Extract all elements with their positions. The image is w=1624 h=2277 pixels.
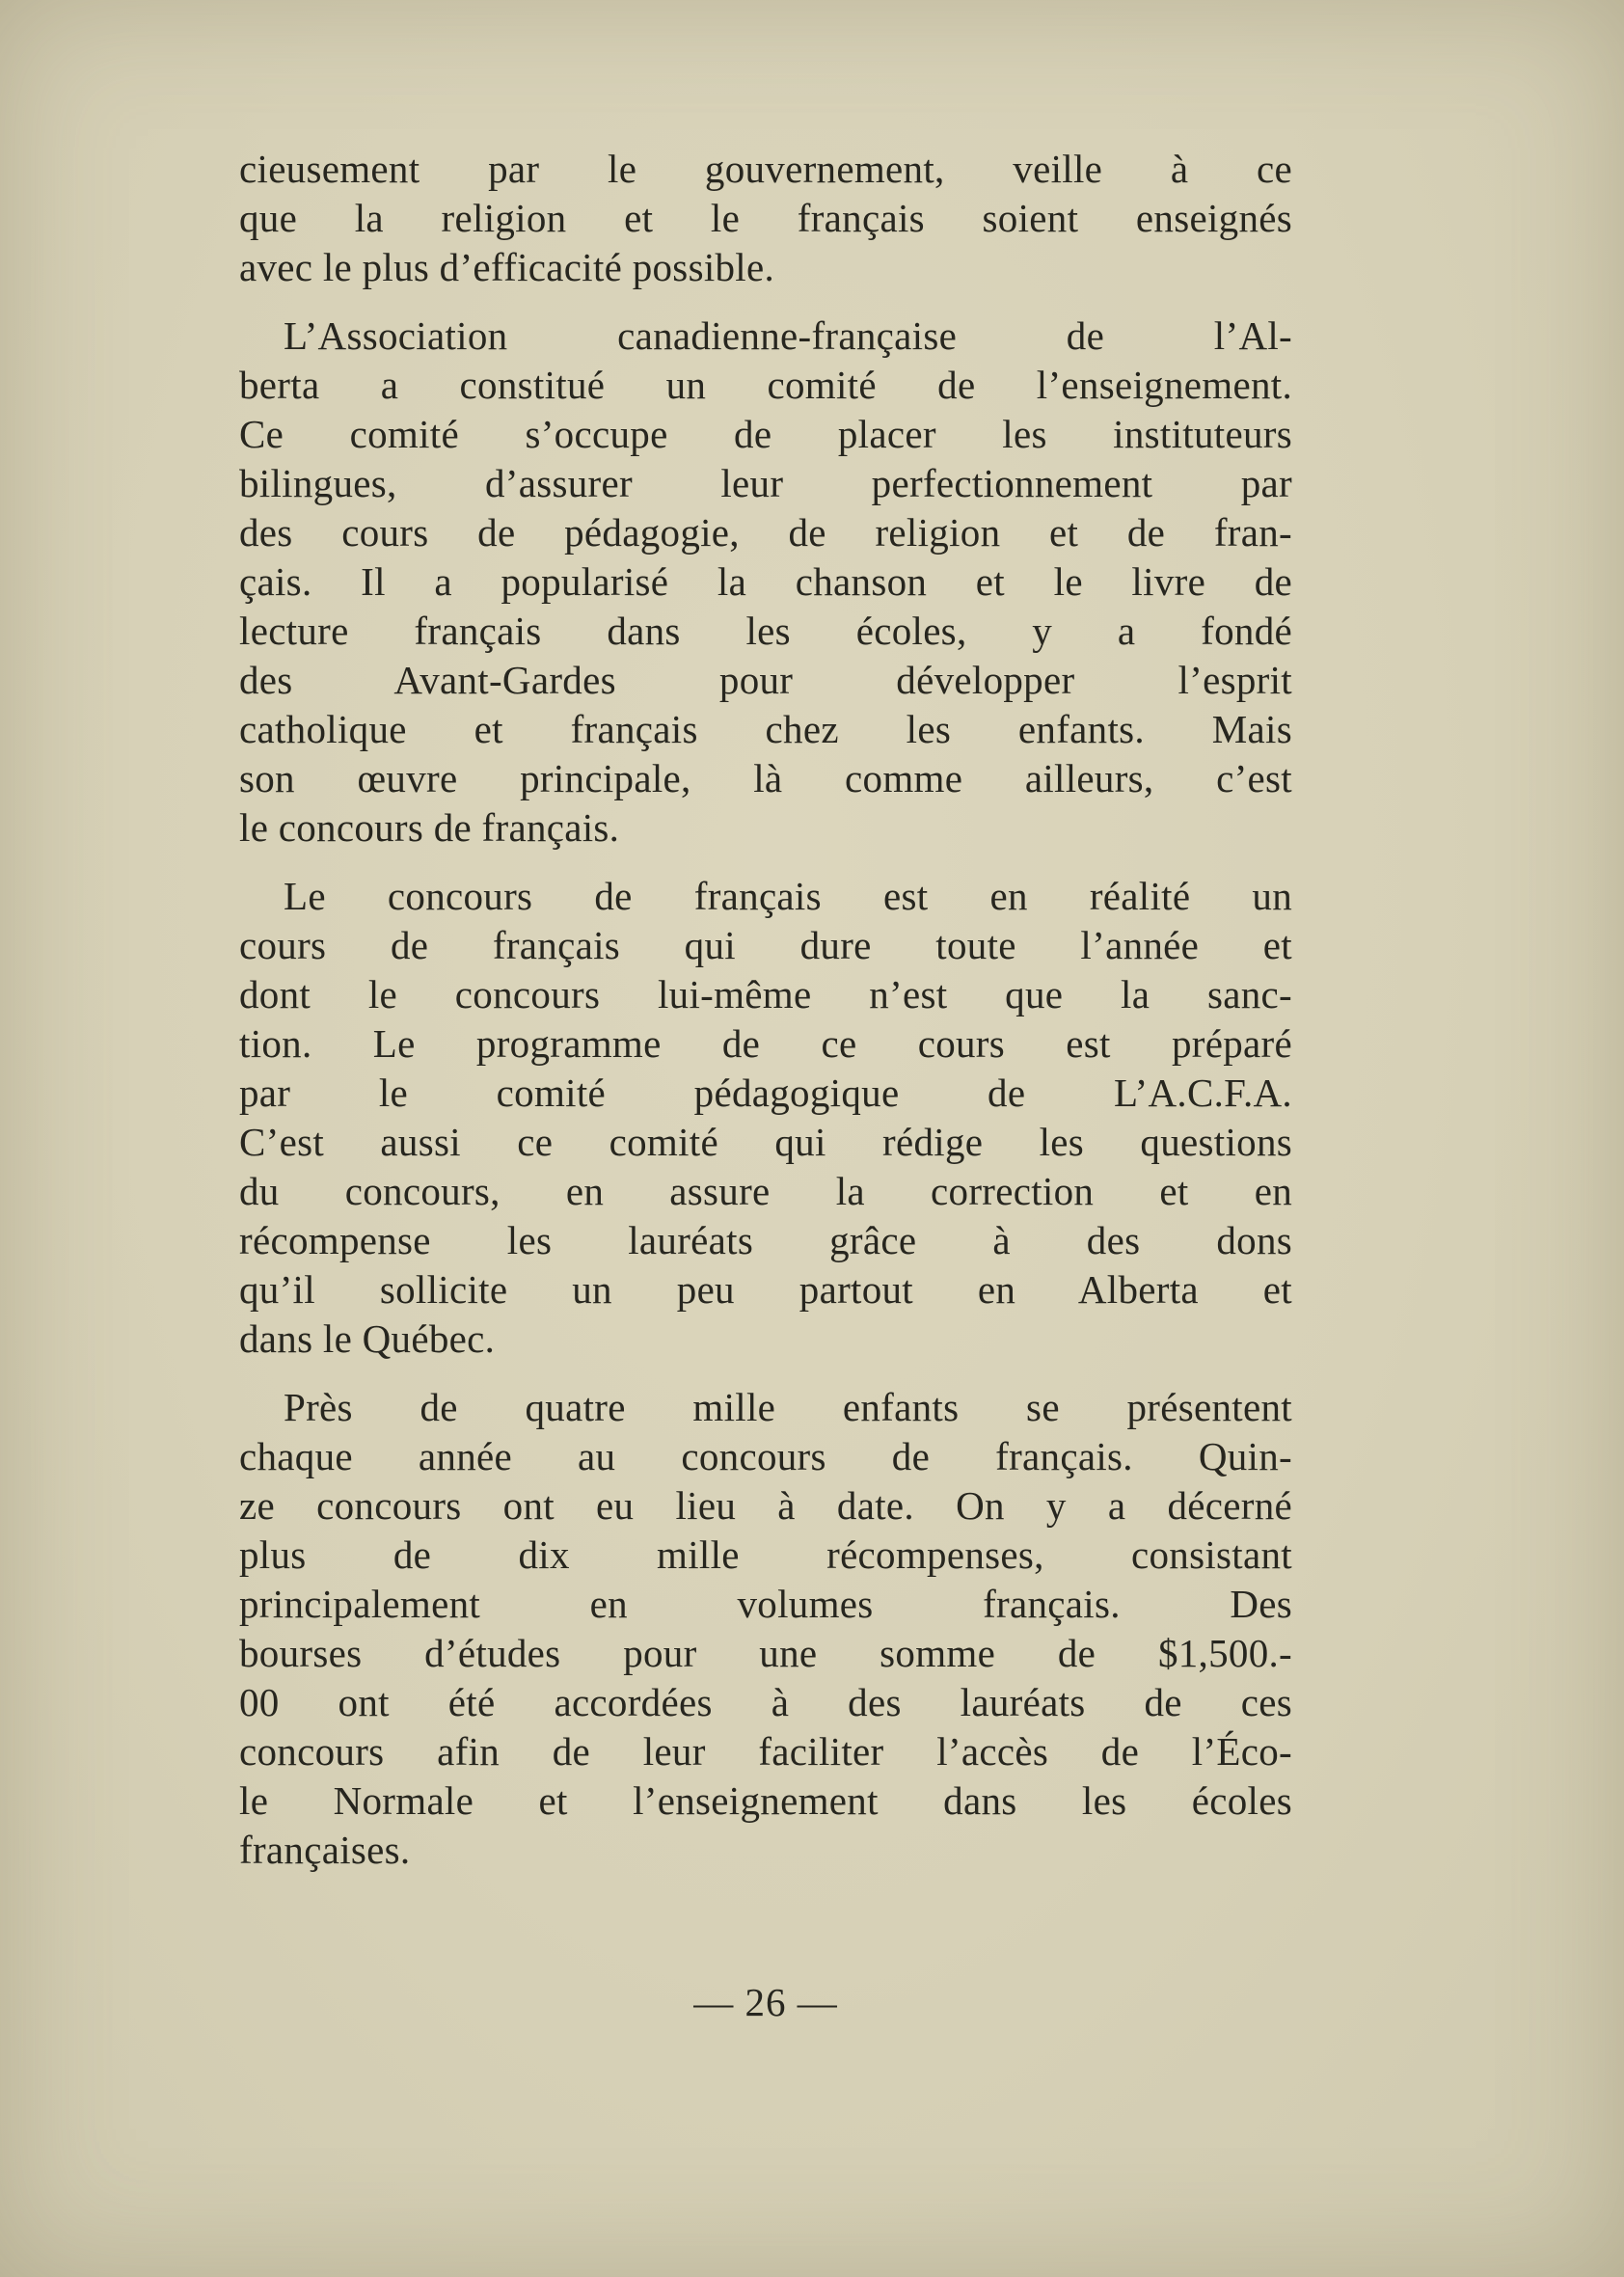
text-line: récompense les lauréats grâce à des dons — [239, 1218, 1292, 1262]
text-line: catholique et français chez les enfants. Mais — [239, 707, 1292, 751]
paragraph — [239, 145, 1292, 292]
text-line: avec le plus d’efficacité possible. — [239, 245, 775, 289]
text-line: chaque année au concours de français. Quin- — [239, 1434, 1292, 1478]
text-line: concours afin de leur faciliter l’accès de l’Éco- — [239, 1729, 1292, 1774]
text-line: cieusement par le gouvernement, veille à ce — [239, 147, 1292, 191]
text-line: Le concours de français est en réalité un — [284, 874, 1292, 918]
text-line: lecture français dans les écoles, y a fondé — [239, 609, 1292, 653]
text-line: L’Association canadienne-française de l’Al- — [284, 313, 1292, 358]
text-line: le Normale et l’enseignement dans les écoles — [239, 1778, 1292, 1823]
text-line: bourses d’études pour une somme de $1,500.- — [239, 1631, 1292, 1675]
text-line: Près de quatre mille enfants se présentent — [284, 1385, 1292, 1429]
text-line: bilingues, d’assurer leur perfectionnement par — [239, 461, 1292, 505]
text-line: françaises. — [239, 1828, 411, 1872]
text-line: des Avant-Gardes pour développer l’esprit — [239, 658, 1292, 702]
page-number: — 26 — — [693, 1980, 838, 2024]
text-line: des cours de pédagogie, de religion et de fran- — [239, 510, 1292, 555]
text-line: son œuvre principale, là comme ailleurs, c’est — [239, 756, 1292, 800]
paragraph — [239, 872, 1292, 1364]
text-line: cours de français qui dure toute l’année et — [239, 923, 1292, 967]
text-line: principalement en volumes français. Des — [239, 1582, 1292, 1626]
text-line: 00 ont été accordées à des lauréats de ces — [239, 1680, 1292, 1724]
paragraph — [239, 312, 1292, 853]
text-line: berta a constitué un comité de l’enseignement. — [239, 363, 1292, 407]
text-line: çais. Il a popularisé la chanson et le livre de — [239, 559, 1292, 604]
text-line: le concours de français. — [239, 805, 620, 850]
text-line: Ce comité s’occupe de placer les instituteurs — [239, 412, 1292, 456]
text-line: que la religion et le français soient enseignés — [239, 196, 1292, 240]
text-line: tion. Le programme de ce cours est préparé — [239, 1021, 1292, 1066]
paragraph — [239, 1383, 1292, 1875]
text-line: qu’il sollicite un peu partout en Alberta et — [239, 1267, 1292, 1312]
text-line: du concours, en assure la correction et en — [239, 1169, 1292, 1213]
text-line: par le comité pédagogique de L’A.C.F.A. — [239, 1071, 1292, 1115]
text-line: ze concours ont eu lieu à date. On y a décerné — [239, 1483, 1292, 1528]
text-line: plus de dix mille récompenses, consistant — [239, 1532, 1292, 1577]
text-line: C’est aussi ce comité qui rédige les questions — [239, 1120, 1292, 1164]
text-line: dont le concours lui-même n’est que la sanc- — [239, 972, 1292, 1017]
text-block — [239, 145, 1292, 1894]
text-line: dans le Québec. — [239, 1316, 496, 1361]
